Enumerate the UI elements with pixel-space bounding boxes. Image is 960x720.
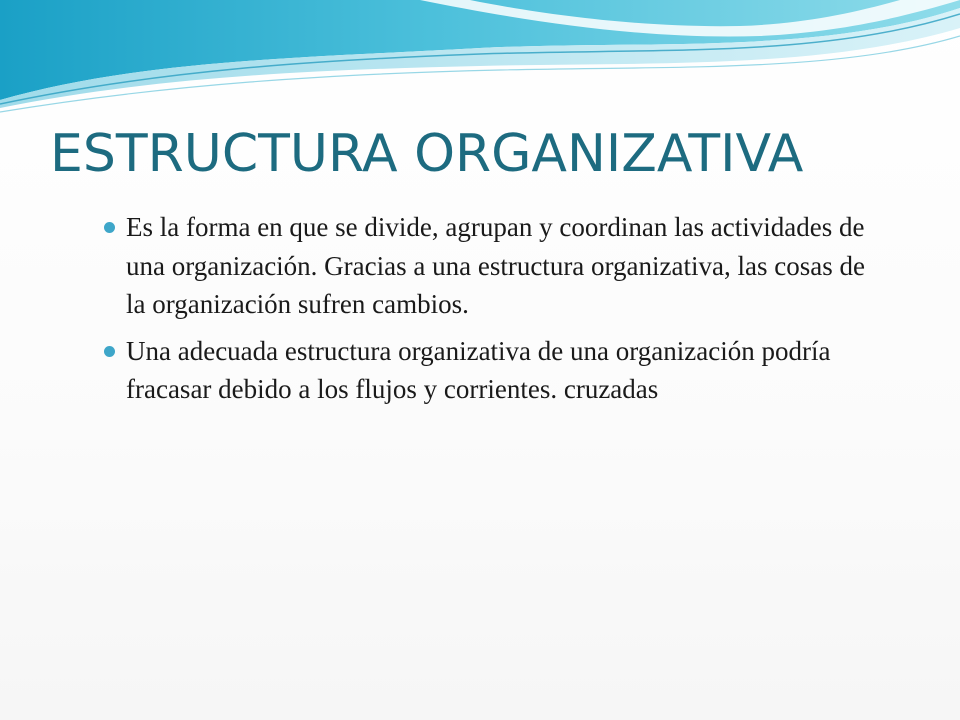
bullet-list: [100, 208, 880, 417]
bullet-item: [100, 208, 880, 324]
slide-title: ESTRUCTURA ORGANIZATIVA: [50, 124, 804, 184]
bullet-text: Una adecuada estructura organizativa de una organización podría fracasar debido a los flujos y corrientes. cruzadas: [126, 335, 831, 404]
bullet-dot-icon: [104, 346, 115, 357]
bullet-text: Es la forma en que se divide, agrupan y coordinan las actividades de una organización. Gracias a una estructura organizativa, las cosas de la organización sufren cambios.: [126, 212, 865, 319]
bullet-item: [100, 332, 880, 409]
decorative-wave-header: [0, 0, 960, 120]
bullet-dot-icon: [104, 222, 115, 233]
